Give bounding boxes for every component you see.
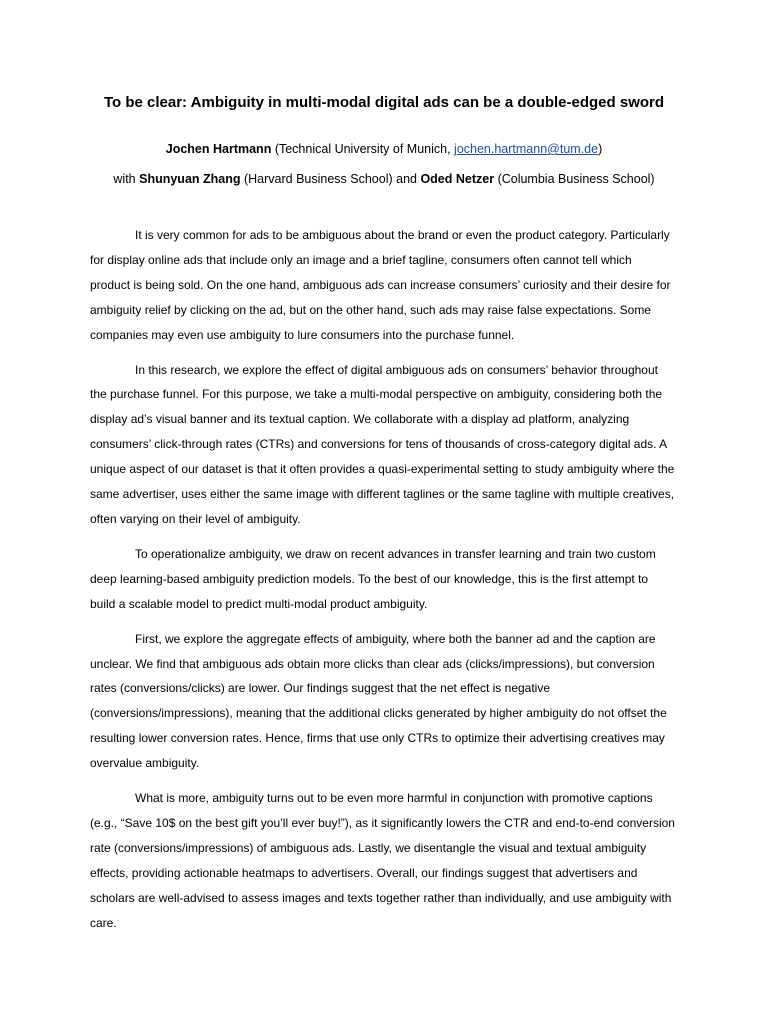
paper-title: To be clear: Ambiguity in multi-modal digital ads can be a double-edged sword bbox=[103, 94, 665, 111]
author-line-primary bbox=[0, 140, 768, 158]
author-name: Jochen Hartmann bbox=[165, 142, 272, 156]
coauthor-affiliation: (Harvard Business School) and bbox=[240, 172, 421, 186]
body-paragraph: First, we explore the aggregate effects of ambiguity, where both the banner ad and the caption are unclear. We find that ambiguous ads obtain more clicks than clear ads (clicks/impressions), but conversion rates (conversions/clicks) are lower. Our findings suggest that the net effect is negative (conversions/impressions), meaning that the additional clicks generated by higher ambiguity do not offset the resulting lower conversion rates. Hence, firms that use only CTRs to optimize their advertising creatives may overvalue ambiguity. bbox=[90, 631, 667, 771]
body-paragraph: To operationalize ambiguity, we draw on recent advances in transfer learning and train two custom deep learning-based ambiguity prediction models. To the best of our knowledge, this is the first attempt to build a scalable model to predict multi-modal product ambiguity. bbox=[90, 546, 656, 611]
with-label: with bbox=[113, 172, 140, 186]
coauthor-affiliation: (Columbia Business School) bbox=[494, 172, 655, 186]
coauthor-name: Shunyuan Zhang bbox=[139, 172, 241, 186]
coauthor-name: Oded Netzer bbox=[420, 172, 495, 186]
body-paragraph: What is more, ambiguity turns out to be even more harmful in conjunction with promotive captions (e.g., “Save 10$ on the best gift you’ll ever buy!”), as it significantly lowers the CTR and end-to-end conversion rate (conversions/impressions) of ambiguous ads. Lastly, we disentangle the visual and textual ambiguity effects, providing actionable heatmaps to advertisers. Overall, our findings suggest that advertisers and scholars are well-advised to assess images and texts together rather than individually, and use ambiguity with care. bbox=[90, 791, 675, 930]
body-paragraph: It is very common for ads to be ambiguous about the brand or even the product category. Particularly for display online ads that include only an image and a brief tagline, consumers often cannot tell which product is being sold. On the one hand, ambiguous ads can increase consumers’ curiosity and their desire for ambiguity relief by clicking on the ad, but on the other hand, such ads may raise false expectations. Some companies may even use ambiguity to lure consumers into the purchase funnel. bbox=[90, 228, 671, 342]
author-affiliation-close: ) bbox=[598, 142, 603, 156]
body-paragraph: In this research, we explore the effect of digital ambiguous ads on consumers’ behavior throughout the purchase funnel. For this purpose, we take a multi-modal perspective on ambiguity, considering both the display ad’s visual banner and its textual caption. We collaborate with a display ad platform, analyzing consumers’ click-through rates (CTRs) and conversions for tens of thousands of cross-category digital ads. A unique aspect of our dataset is that it often provides a quasi-experimental setting to study ambiguity where the same advertiser, uses either the same image with different taglines or the same tagline with multiple creatives, often varying on their level of ambiguity. bbox=[90, 362, 675, 526]
author-line-coauthors bbox=[0, 170, 768, 188]
abstract-body bbox=[90, 223, 675, 945]
author-email-link[interactable]: jochen.hartmann@tum.de bbox=[454, 142, 599, 156]
author-affiliation: (Technical University of Munich, bbox=[271, 142, 455, 156]
